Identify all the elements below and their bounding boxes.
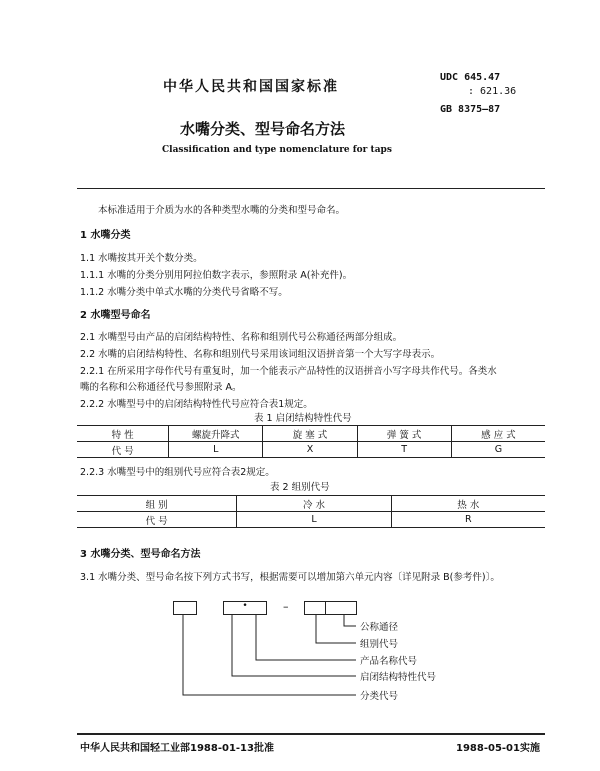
clause-1-1-2: 1.1.2 水嘴分类中单式水嘴的分类代号省略不写。	[80, 287, 288, 298]
table1-caption: 表 1 启闭结构特性代号	[254, 413, 352, 424]
diagram-label-classification: 分类代号	[360, 691, 399, 702]
table2-cell: L	[237, 512, 391, 528]
leader-line-group-code	[316, 614, 356, 643]
footer-effective-date: 1988-05-01实施	[456, 743, 540, 754]
section-2-heading: 2 水嘴型号命名	[80, 310, 151, 321]
table1-header-cell: 弹 簧 式	[357, 426, 451, 442]
diagram-dash: –	[283, 600, 289, 613]
table1-header-cell: 旋 塞 式	[263, 426, 357, 442]
footer-rule	[77, 733, 545, 735]
footer-approver: 中华人民共和国轻工业部1988-01-13批准	[80, 743, 274, 754]
document-title-en: Classification and type nomenclature for taps	[162, 145, 392, 155]
clause-2-2-1-line2: 嘴的名称和公称通径代号参照附录 A。	[80, 382, 242, 393]
table1-cell: 代 号	[77, 442, 169, 458]
clause-2-2: 2.2 水嘴的启闭结构特性、名称和组别代号采用该词组汉语拼音第一个大写字母表示。	[80, 349, 441, 360]
table2-caption: 表 2 组别代号	[270, 482, 330, 493]
clause-1-1: 1.1 水嘴按其开关个数分类。	[80, 253, 203, 264]
diagram-label-group-code: 组别代号	[360, 639, 399, 650]
table1-cell: X	[263, 442, 357, 458]
diagram-label-open-close-structure: 启闭结构特性代号	[360, 672, 437, 683]
document-title: 水嘴分类、型号命名方法	[180, 120, 346, 138]
diagram-box-structure-name: •	[223, 601, 267, 615]
diagram-box-classification	[173, 601, 197, 615]
udc-code-line1: UDC 645.47	[440, 72, 501, 83]
diagram-label-nominal-diameter: 公称通径	[360, 622, 399, 633]
diagram-box-group	[304, 601, 326, 615]
clause-2-1: 2.1 水嘴型号由产品的启闭结构特性、名称和组别代号公称通径两部分组成。	[80, 332, 403, 343]
table2-header-cell: 冷 水	[237, 496, 391, 512]
leader-line-classification	[183, 614, 356, 695]
table1-header-cell: 特 性	[77, 426, 169, 442]
standard-title: 中华人民共和国国家标准	[163, 79, 339, 95]
intro-text: 本标准适用于介质为水的各种类型水嘴的分类和型号命名。	[98, 205, 346, 216]
clause-1-1-1: 1.1.1 水嘴的分类分别用阿拉伯数字表示，参照附录 A(补充件)。	[80, 270, 353, 281]
diagram-box-diameter	[325, 601, 357, 615]
leader-line-open-close	[232, 614, 356, 676]
table1-cell: L	[169, 442, 263, 458]
table2-header-cell: 热 水	[391, 496, 545, 512]
udc-code-line2: : 621.36	[468, 86, 517, 97]
clause-2-2-1-line1: 2.2.1 在所采用字母作代号有重复时，加一个能表示产品特性的汉语拼音小写字母共作代号。各类水	[80, 366, 497, 377]
table1-header-cell: 感 应 式	[451, 426, 545, 442]
table1-header-cell: 螺旋升降式	[169, 426, 263, 442]
table2-cell: R	[391, 512, 545, 528]
table2-cell: 代 号	[77, 512, 237, 528]
leader-line-product-name	[256, 614, 356, 660]
section-1-heading: 1 水嘴分类	[80, 230, 131, 241]
leader-line-nominal-diameter	[344, 614, 356, 626]
section-3-heading: 3 水嘴分类、型号命名方法	[80, 549, 201, 560]
clause-3-1: 3.1 水嘴分类、型号命名按下列方式书写，根据需要可以增加第六单元内容〔详见附录 B(参考件)〕。	[80, 572, 500, 583]
table1-cell: G	[451, 442, 545, 458]
clause-2-2-3: 2.2.3 水嘴型号中的组别代号应符合表2规定。	[80, 467, 275, 478]
clause-2-2-2: 2.2.2 水嘴型号中的启闭结构特性代号应符合表1规定。	[80, 399, 313, 410]
diagram-label-product-name: 产品名称代号	[360, 656, 418, 667]
table1-cell: T	[357, 442, 451, 458]
table2-header-cell: 组 别	[77, 496, 237, 512]
gb-number: GB 8375—87	[440, 104, 501, 115]
